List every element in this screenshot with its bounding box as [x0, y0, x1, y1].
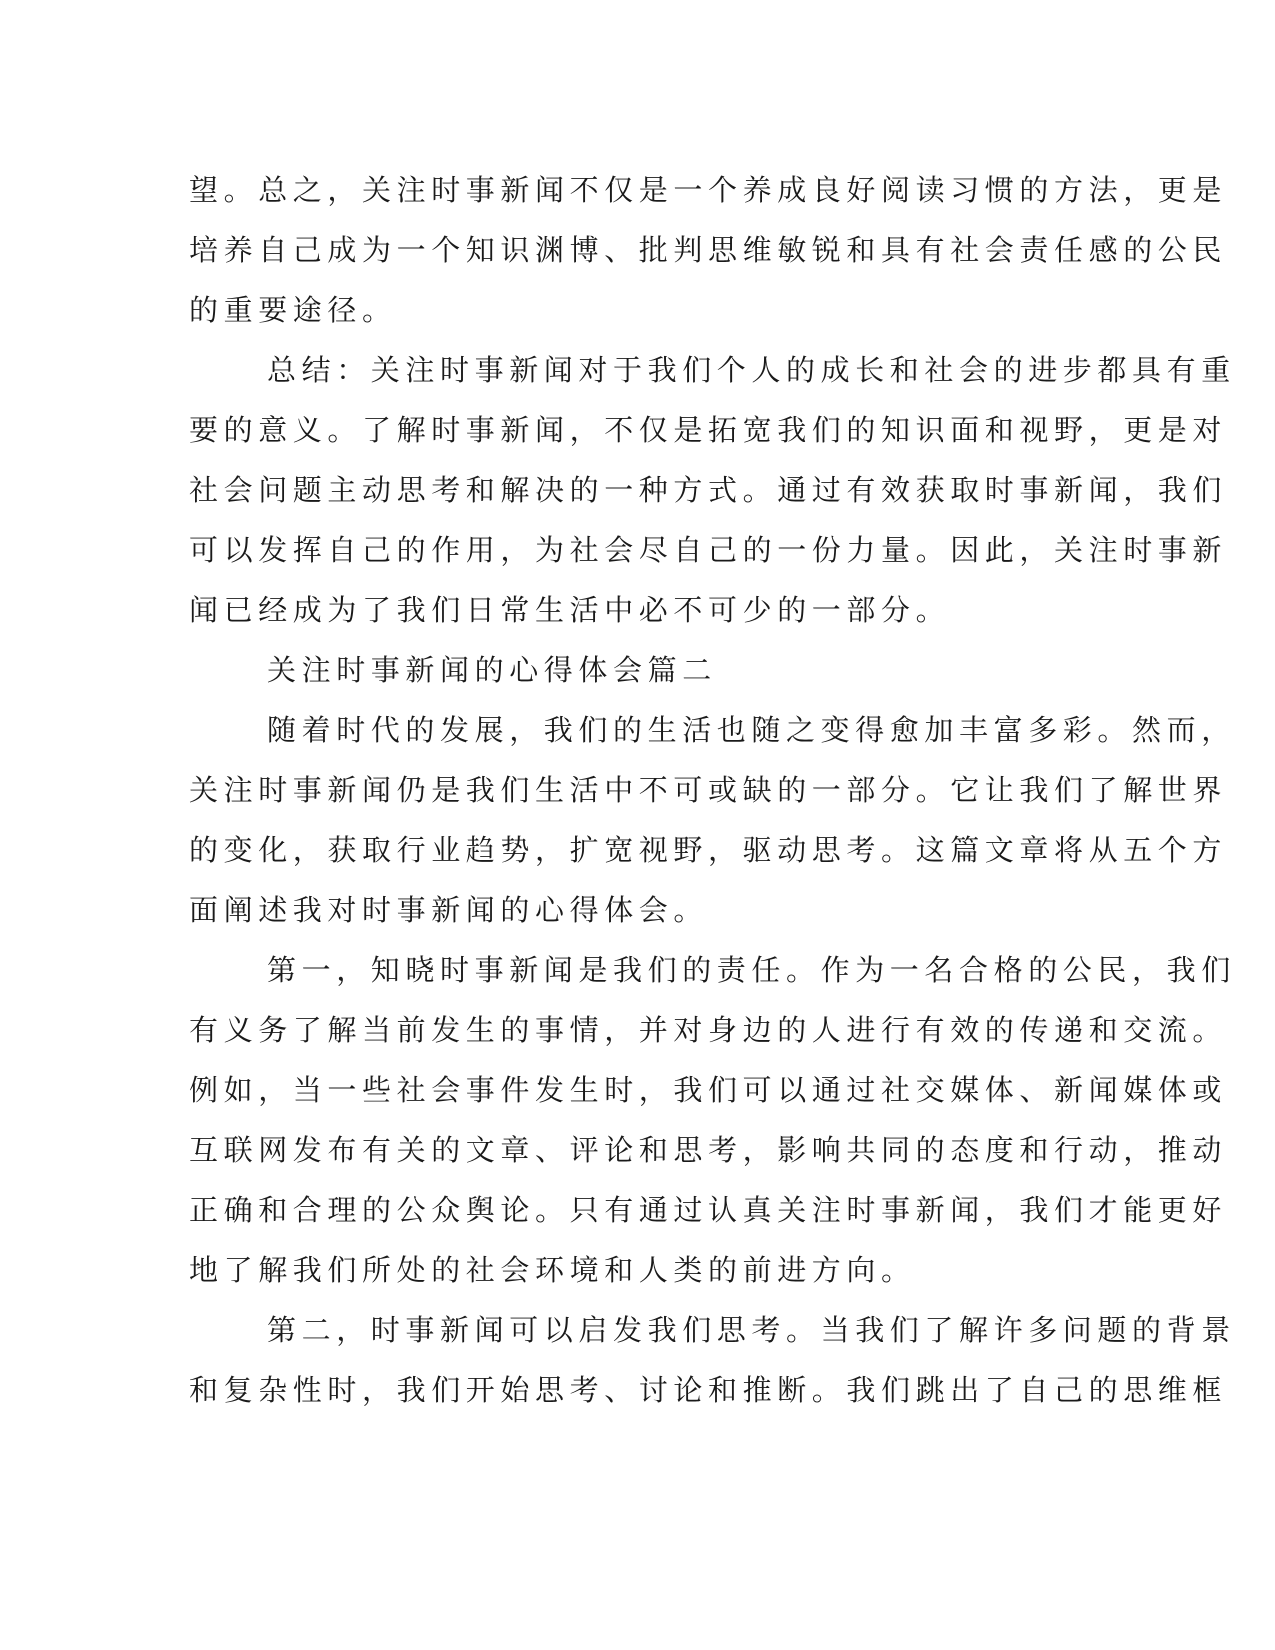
- paragraph-first-line: 第一，知晓时事新闻是我们的责任。作为一名合格的公民，我们: [267, 953, 1236, 987]
- text-line: 望。总之，关注时事新闻不仅是一个养成良好阅读习惯的方法，更是: [189, 173, 1228, 207]
- text-line: 和复杂性时，我们开始思考、讨论和推断。我们跳出了自己的思维框: [189, 1373, 1228, 1407]
- paragraph-first-line: 随着时代的发展，我们的生活也随之变得愈加丰富多彩。然而，: [267, 713, 1236, 747]
- document-page: [189, 160, 1236, 1420]
- text-line: 地了解我们所处的社会环境和人类的前进方向。: [189, 1253, 916, 1287]
- text-line: 培养自己成为一个知识渊博、批判思维敏锐和具有社会责任感的公民: [189, 233, 1228, 267]
- text-line: 要的意义。了解时事新闻，不仅是拓宽我们的知识面和视野，更是对: [189, 413, 1228, 447]
- text-line: 闻已经成为了我们日常生活中必不可少的一部分。: [189, 593, 951, 627]
- text-line: 的变化，获取行业趋势，扩宽视野，驱动思考。这篇文章将从五个方: [189, 833, 1228, 867]
- text-line: 互联网发布有关的文章、评论和思考，影响共同的态度和行动，推动: [189, 1133, 1228, 1167]
- text-line: 的重要途径。: [189, 293, 397, 327]
- text-line: 可以发挥自己的作用，为社会尽自己的一份力量。因此，关注时事新: [189, 533, 1228, 567]
- paragraph-first-line: 总结：关注时事新闻对于我们个人的成长和社会的进步都具有重: [267, 353, 1236, 387]
- text-line: 面阐述我对时事新闻的心得体会。: [189, 893, 709, 927]
- text-line: 关注时事新闻仍是我们生活中不可或缺的一部分。它让我们了解世界: [189, 773, 1228, 807]
- text-line: 正确和合理的公众舆论。只有通过认真关注时事新闻，我们才能更好: [189, 1193, 1228, 1227]
- text-line: 有义务了解当前发生的事情，并对身边的人进行有效的传递和交流。: [189, 1013, 1228, 1047]
- section-heading: 关注时事新闻的心得体会篇二: [267, 653, 717, 687]
- paragraph-first-line: 第二，时事新闻可以启发我们思考。当我们了解许多问题的背景: [267, 1313, 1236, 1347]
- text-line: 例如，当一些社会事件发生时，我们可以通过社交媒体、新闻媒体或: [189, 1073, 1228, 1107]
- text-line: 社会问题主动思考和解决的一种方式。通过有效获取时事新闻，我们: [189, 473, 1228, 507]
